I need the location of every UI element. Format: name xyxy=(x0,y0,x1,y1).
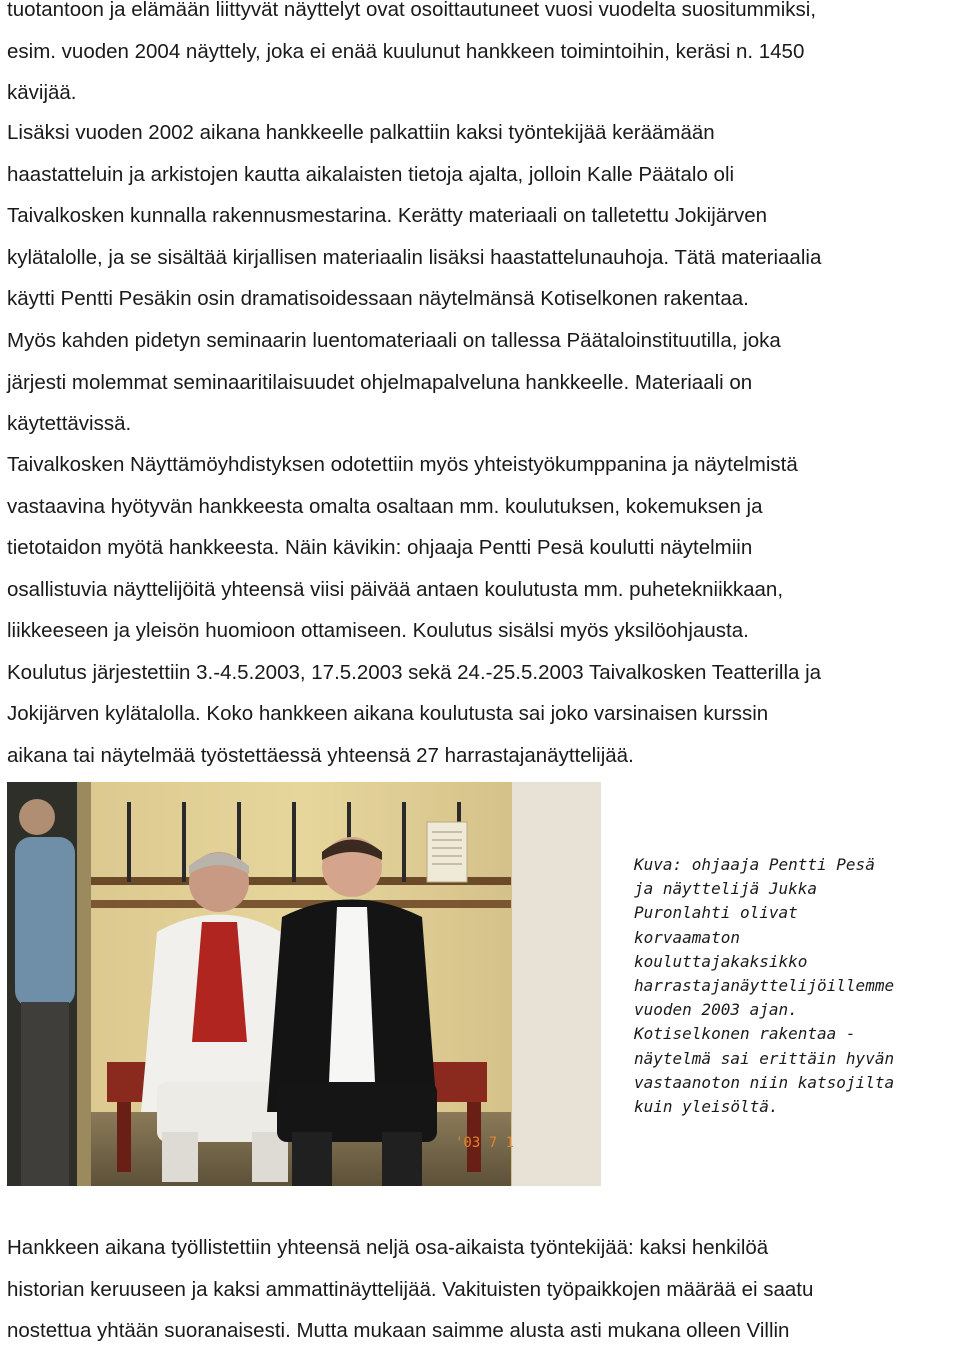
caption-line: Kuva: ohjaaja Pentti Pesä xyxy=(634,855,875,874)
text-line: Koulutus järjestettiin 3.-4.5.2003, 17.5.2003 sekä 24.-25.5.2003 Taivalkosken Teatterilla ja xyxy=(7,660,822,684)
text-line: liikkeeseen ja yleisön huomioon ottamiseen. Koulutus sisälsi myös yksilöohjausta. xyxy=(7,619,749,642)
text-line: Taivalkosken Näyttämöyhdistyksen odotettiin myös yhteistyökumppanina ja näytelmistä xyxy=(7,453,798,476)
text-line: nostettua yhtään suoranaisesti. Mutta mukaan saimme alusta asti mukana olleen Villin xyxy=(7,1319,790,1342)
photo-director-and-actor xyxy=(7,782,601,1186)
caption-line: Kotiselkonen rakentaa - xyxy=(634,1024,856,1044)
text-line: Taivalkosken kunnalla rakennusmestarina. Kerätty materiaali on talletettu Jokijärven xyxy=(7,204,768,227)
text-line: esim. vuoden 2004 näyttely, joka ei enää kuulunut hankkeen toimintoihin, keräsi n. 1450 xyxy=(7,39,805,63)
text-line: Myös kahden pidetyn seminaarin luentomateriaali on tallessa Päätaloinstituutilla, joka xyxy=(7,329,781,352)
caption-line: näytelmä sai erittäin hyvän xyxy=(634,1048,895,1068)
caption-line: vastaanoton niin katsojilta xyxy=(634,1072,895,1092)
caption-line: harrastajanäyttelijöillemme xyxy=(634,976,895,996)
text-line: järjesti molemmat seminaaritilaisuudet ohjelmapalveluna hankkeelle. Materiaali on xyxy=(7,370,753,394)
text-line: kävijää. xyxy=(7,81,77,104)
text-line: käytti Pentti Pesäkin osin dramatisoidessaan näytelmänsä Kotiselkonen rakentaa. xyxy=(7,287,749,310)
text-line: tietotaidon myötä hankkeesta. Näin kävikin: ohjaaja Pentti Pesä koulutti näytelmiin xyxy=(7,536,753,559)
date-stamp: '03 7 1 xyxy=(455,1135,515,1151)
text-line: osallistuvia näyttelijöitä yhteensä viisi päivää antaen koulutusta mm. puhetekniikkaan, xyxy=(7,577,784,601)
caption-line: Puronlahti olivat xyxy=(634,903,798,923)
text-line: kylätalolle, ja se sisältää kirjallisen materiaalin lisäksi haastattelunauhoja. Tätä materiaalia xyxy=(7,245,822,269)
text-line: haastatteluin ja arkistojen kautta aikalaisten tietoja ajalta, jolloin Kalle Päätalo oli xyxy=(7,162,735,186)
caption-line: vuoden 2003 ajan. xyxy=(634,1000,798,1020)
caption-line: korvaamaton xyxy=(634,927,740,947)
text-line: historian keruuseen ja kaksi ammattinäyttelijää. Vakituisten työpaikkojen määrää ei saatu xyxy=(7,1277,814,1301)
caption-line: kuin yleisöltä. xyxy=(634,1097,779,1117)
text-line: Hankkeen aikana työllistettiin yhteensä neljä osa-aikaista työntekijää: kaksi henkilöä xyxy=(7,1236,769,1259)
paragraph-exhibitions xyxy=(7,0,957,114)
caption-line: kouluttajakaksikko xyxy=(634,951,808,971)
text-line: käytettävissä. xyxy=(7,412,132,435)
photo-caption xyxy=(634,853,954,1119)
text-line: Lisäksi vuoden 2002 aikana hankkeelle palkattiin kaksi työntekijää keräämään xyxy=(7,121,715,144)
text-line: tuotantoon ja elämään liittyvät näyttelyt ovat osoittautuneet vuosi vuodelta suositummiksi, xyxy=(7,0,817,21)
paragraph-employment xyxy=(7,1227,957,1352)
paragraph-seminars xyxy=(7,320,957,445)
paragraph-theatre-training xyxy=(7,444,957,776)
caption-line: ja näyttelijä Jukka xyxy=(634,879,818,899)
text-line: vastaavina hyötyvän hankkeesta omalta osaltaan mm. koulutuksen, kokemuksen ja xyxy=(7,494,763,518)
text-line: aikana tai näytelmää työstettäessä yhteensä 27 harrastajanäyttelijää. xyxy=(7,743,634,767)
text-line: Jokijärven kylätalolla. Koko hankkeen aikana koulutusta sai joko varsinaisen kurssin xyxy=(7,702,769,725)
paragraph-interviews xyxy=(7,112,957,320)
